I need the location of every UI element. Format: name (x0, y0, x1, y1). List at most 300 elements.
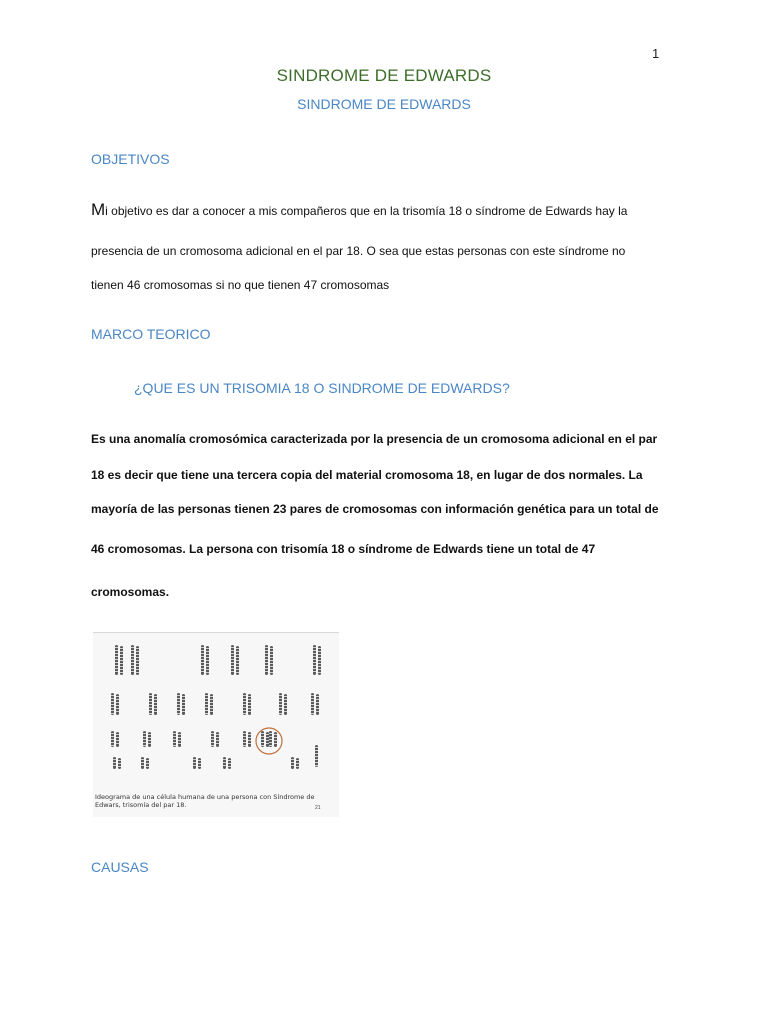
chromosome-band (243, 733, 246, 734)
chromosome-band (236, 654, 239, 655)
chromosome-band (211, 742, 214, 743)
chromosome-band (182, 699, 185, 700)
chromosome-band (131, 659, 134, 660)
chromosome-band (210, 708, 213, 709)
chromosome-band (118, 760, 121, 761)
chromosome-band (291, 765, 294, 766)
chromosome-band (316, 702, 319, 703)
chromosome-band (116, 740, 119, 741)
chromosome-band (231, 665, 234, 666)
chromosome-band (279, 713, 282, 714)
chromosome-band (223, 762, 226, 763)
heading-marco-teorico: MARCO TEORICO (91, 326, 211, 342)
chromosome-band (284, 702, 287, 703)
chromosome-band (265, 650, 268, 651)
chromosome-band (178, 740, 181, 741)
chromosome-band (269, 739, 272, 740)
heading-causas: CAUSAS (91, 859, 149, 875)
chromosome-band (311, 701, 314, 702)
chromosome-band (265, 659, 268, 660)
chromosome-band (274, 740, 277, 741)
chromosome-band (284, 696, 287, 697)
chromosome-band (206, 666, 209, 667)
chromosome-band (149, 707, 152, 708)
chromosome-band (143, 733, 146, 734)
chromosome-band (318, 669, 321, 670)
chromosome-band (243, 704, 246, 705)
chromosome-band (248, 743, 251, 744)
chromosome-band (211, 733, 214, 734)
chromosome-band (318, 666, 321, 667)
chromosome-band (116, 699, 119, 700)
chromosome-band (279, 707, 282, 708)
chromosome-band (270, 669, 273, 670)
chromosome-band (243, 695, 246, 696)
chromosome-band (211, 745, 214, 746)
chromosome-band (248, 734, 251, 735)
chromosome-band (154, 699, 157, 700)
definition-line-3: mayoría de las personas tienen 23 pares de cromosomas con información genética para un total de (91, 502, 659, 516)
chromosome-band (318, 660, 321, 661)
chromosome-band (115, 647, 118, 648)
chromosome-band (111, 745, 114, 746)
chromosome-band (141, 762, 144, 763)
chromosome-band (182, 696, 185, 697)
chromosome-band (136, 660, 139, 661)
chromosome-band (315, 747, 318, 748)
chromosome-band (236, 669, 239, 670)
chromosome-band (141, 759, 144, 760)
chromosome-band (211, 739, 214, 740)
chromosome-band (318, 654, 321, 655)
chromosome-band (136, 648, 139, 649)
chromosome-band (115, 659, 118, 660)
chromosome-band (136, 669, 139, 670)
chromosome-band (149, 698, 152, 699)
document-title: SINDROME DE EDWARDS (276, 66, 492, 85)
chromosome-band (116, 696, 119, 697)
chromosome-band (318, 651, 321, 652)
chromosome-band (261, 739, 264, 740)
chromosome-band (120, 666, 123, 667)
chromosome-band (116, 708, 119, 709)
chromosome-band (316, 696, 319, 697)
chromosome-band (111, 698, 114, 699)
chromosome-band (231, 659, 234, 660)
objetivos-line-2: presencia de un cromosoma adicional en el par 18. O sea que estas personas con este síndrome no (91, 244, 626, 258)
chromosome-band (216, 740, 219, 741)
chromosome-band (149, 695, 152, 696)
chromosome-band (270, 654, 273, 655)
chromosome-band (136, 654, 139, 655)
chromosome-band (216, 737, 219, 738)
chromosome-band (149, 701, 152, 702)
chromosome-band (243, 701, 246, 702)
chromosome-band (315, 756, 318, 757)
chromosome-band (201, 656, 204, 657)
chromosome-band (143, 745, 146, 746)
chromosome-band (111, 710, 114, 711)
chromosome-band (311, 710, 314, 711)
chromosome-band (248, 711, 251, 712)
chromosome-band (270, 657, 273, 658)
chromosome-band (223, 759, 226, 760)
chromosome-band (231, 647, 234, 648)
chromosome-band (193, 762, 196, 763)
chromosome-band (316, 708, 319, 709)
chromosome-band (206, 660, 209, 661)
chromosome-band (315, 759, 318, 760)
chromosome-band (231, 656, 234, 657)
chromosome-band (206, 663, 209, 664)
heading-objetivos: OBJETIVOS (91, 151, 170, 167)
chromosome-band (177, 704, 180, 705)
chromosome-band (111, 739, 114, 740)
chromosome-band (131, 656, 134, 657)
chromosome-band (205, 695, 208, 696)
chromosome-band (266, 737, 269, 738)
chromosome-band (243, 742, 246, 743)
chromosome-band (111, 695, 114, 696)
chromosome-band (274, 734, 277, 735)
chromosome-band (111, 733, 114, 734)
chromosome-band (149, 713, 152, 714)
chromosome-band (279, 701, 282, 702)
chromosome-band (313, 647, 316, 648)
chromosome-band (236, 651, 239, 652)
chromosome-band (313, 659, 316, 660)
chromosome-band (182, 705, 185, 706)
chromosome-band (291, 762, 294, 763)
chromosome-band (228, 766, 231, 767)
chromosome-band (210, 711, 213, 712)
chromosome-band (296, 760, 299, 761)
chromosome-band (154, 702, 157, 703)
chromosome-band (146, 760, 149, 761)
chromosome-band (243, 739, 246, 740)
chromosome-band (269, 736, 272, 737)
chromosome-band (279, 710, 282, 711)
chromosome-band (231, 662, 234, 663)
chromosome-band (284, 708, 287, 709)
chromosome-band (270, 672, 273, 673)
objetivos-line-1 (91, 200, 627, 220)
chromosome-band (261, 742, 264, 743)
chromosome-band (115, 662, 118, 663)
chromosome-band (318, 648, 321, 649)
chromosome-band (313, 665, 316, 666)
chromosome-band (231, 671, 234, 672)
chromosome-band (120, 654, 123, 655)
chromosome-band (269, 742, 272, 743)
chromosome-band (201, 650, 204, 651)
chromosome-band (243, 736, 246, 737)
chromosome-band (193, 765, 196, 766)
chromosome-band (154, 711, 157, 712)
chromosome-band (177, 713, 180, 714)
definition-line-1: Es una anomalía cromosómica caracterizada por la presencia de un cromosoma adicional en el par (91, 432, 658, 446)
chromosome-band (243, 745, 246, 746)
chromosome-band (131, 653, 134, 654)
figure-code: 21 (315, 805, 321, 811)
chromosome-band (279, 695, 282, 696)
chromosome-band (201, 665, 204, 666)
chromosome-band (115, 653, 118, 654)
chromosome-band (311, 704, 314, 705)
chromosome-band (223, 765, 226, 766)
chromosome-band (266, 743, 269, 744)
chromosome-band (313, 653, 316, 654)
chromosome-band (311, 707, 314, 708)
chromosome-band (266, 734, 269, 735)
chromosome-band (206, 654, 209, 655)
chromosome-band (201, 659, 204, 660)
chromosome-band (236, 648, 239, 649)
chromosome-band (270, 651, 273, 652)
chromosome-band (261, 736, 264, 737)
chromosome-band (248, 702, 251, 703)
chromosome-band (248, 708, 251, 709)
chromosome-band (279, 698, 282, 699)
chromosome-band (116, 702, 119, 703)
chromosome-band (113, 765, 116, 766)
chromosome-band (236, 663, 239, 664)
definition-line-4: 46 cromosomas. La persona con trisomía 18 o síndrome de Edwards tiene un total de 47 (91, 542, 596, 556)
chromosome-band (318, 672, 321, 673)
chromosome-band (313, 662, 316, 663)
chromosome-band (111, 704, 114, 705)
chromosome-band (216, 734, 219, 735)
chromosome-band (316, 699, 319, 700)
chromosome-band (177, 701, 180, 702)
chromosome-band (154, 708, 157, 709)
chromosome-band (111, 742, 114, 743)
chromosome-band (266, 740, 269, 741)
chromosome-band (313, 671, 316, 672)
chromosome-band (115, 650, 118, 651)
chromosome-band (201, 647, 204, 648)
chromosome-band (177, 707, 180, 708)
chromosome-band (198, 763, 201, 764)
chromosome-band (136, 657, 139, 658)
chromosome-band (146, 763, 149, 764)
chromosome-band (143, 739, 146, 740)
chromosome-band (201, 662, 204, 663)
chromosome-band (284, 699, 287, 700)
chromosome-band (201, 671, 204, 672)
chromosome-band (248, 737, 251, 738)
chromosome-band (149, 710, 152, 711)
chromosome-band (154, 696, 157, 697)
figure-caption: Ideograma de una célula humana de una persona con Síndrome de Edwars, trisomía del par 18. (95, 793, 315, 809)
chromosome-band (113, 762, 116, 763)
chromosome-band (261, 745, 264, 746)
chromosome-band (265, 647, 268, 648)
chromosome-band (111, 701, 114, 702)
chromosome-band (146, 766, 149, 767)
chromosome-band (206, 669, 209, 670)
chromosome-band (270, 660, 273, 661)
chromosome-band (206, 672, 209, 673)
chromosome-band (248, 699, 251, 700)
chromosome-band (265, 653, 268, 654)
chromosome-band (111, 707, 114, 708)
chromosome-band (318, 663, 321, 664)
chromosome-band (210, 705, 213, 706)
chromosome-band (243, 713, 246, 714)
chromosome-band (316, 711, 319, 712)
chromosome-band (296, 763, 299, 764)
chromosome-band (265, 656, 268, 657)
chromosome-band (248, 696, 251, 697)
chromosome-band (311, 713, 314, 714)
chromosome-band (315, 765, 318, 766)
chromosome-band (136, 663, 139, 664)
chromosome-band (113, 759, 116, 760)
chromosome-band (274, 743, 277, 744)
chromosome-band (177, 695, 180, 696)
chromosome-band (193, 759, 196, 760)
chromosome-band (236, 672, 239, 673)
karyotype-image (93, 633, 339, 793)
chromosome-band (236, 657, 239, 658)
chromosome-band (148, 740, 151, 741)
chromosome-band (205, 701, 208, 702)
chromosome-band (265, 665, 268, 666)
chromosome-band (205, 713, 208, 714)
chromosome-band (231, 668, 234, 669)
chromosome-band (143, 742, 146, 743)
chromosome-band (173, 733, 176, 734)
chromosome-band (131, 662, 134, 663)
chromosome-band (243, 710, 246, 711)
chromosome-band (206, 651, 209, 652)
chromosome-band (173, 739, 176, 740)
chromosome-band (120, 672, 123, 673)
chromosome-band (313, 668, 316, 669)
chromosome-band (269, 745, 272, 746)
chromosome-band (228, 760, 231, 761)
chromosome-band (279, 704, 282, 705)
chromosome-band (182, 711, 185, 712)
chromosome-band (148, 743, 151, 744)
chromosome-band (216, 743, 219, 744)
chromosome-band (136, 672, 139, 673)
chromosome-band (182, 702, 185, 703)
chromosome-band (318, 657, 321, 658)
chromosome-band (205, 698, 208, 699)
chromosome-band (177, 698, 180, 699)
chromosome-band (210, 699, 213, 700)
chromosome-band (120, 660, 123, 661)
document-subtitle: SINDROME DE EDWARDS (297, 96, 471, 112)
chromosome-band (270, 648, 273, 649)
chromosome-band (228, 763, 231, 764)
chromosome-band (115, 665, 118, 666)
chromosome-band (206, 648, 209, 649)
chromosome-band (269, 733, 272, 734)
chromosome-band (149, 704, 152, 705)
chromosome-band (136, 666, 139, 667)
chromosome-band (248, 740, 251, 741)
chromosome-band (131, 671, 134, 672)
chromosome-band (173, 745, 176, 746)
chromosome-band (115, 668, 118, 669)
chromosome-band (198, 766, 201, 767)
chromosome-band (120, 657, 123, 658)
chromosome-band (265, 662, 268, 663)
definition-line-2: 18 es decir que tiene una tercera copia del material cromosoma 18, en lugar de dos normales. La (91, 468, 643, 482)
chromosome-band (231, 653, 234, 654)
chromosome-band (206, 657, 209, 658)
chromosome-band (311, 695, 314, 696)
chromosome-band (178, 737, 181, 738)
chromosome-band (116, 737, 119, 738)
chromosome-band (116, 743, 119, 744)
chromosome-band (177, 710, 180, 711)
chromosome-band (265, 668, 268, 669)
chromosome-band (315, 753, 318, 754)
objetivos-line-1-text: i objetivo es dar a conocer a mis compañeros que en la trisomía 18 o síndrome de Edwards hay la (105, 204, 628, 218)
chromosome-band (120, 648, 123, 649)
chromosome-band (120, 663, 123, 664)
chromosome-band (211, 736, 214, 737)
chromosome-band (205, 707, 208, 708)
chromosome-band (231, 650, 234, 651)
chromosome-band (143, 736, 146, 737)
chromosome-band (248, 705, 251, 706)
chromosome-band (284, 711, 287, 712)
chromosome-band (131, 665, 134, 666)
chromosome-band (210, 702, 213, 703)
chromosome-band (178, 734, 181, 735)
chromosome-band (131, 647, 134, 648)
chromosome-band (274, 737, 277, 738)
chromosome-band (120, 669, 123, 670)
chromosome-band (236, 666, 239, 667)
chromosome-band (313, 650, 316, 651)
chromosome-band (178, 743, 181, 744)
chromosome-band (116, 705, 119, 706)
chromosome-band (270, 666, 273, 667)
karyotype-figure (93, 632, 339, 817)
chromosome-band (243, 698, 246, 699)
chromosome-band (131, 668, 134, 669)
chromosome-band (148, 734, 151, 735)
chromosome-band (111, 713, 114, 714)
chromosome-band (115, 656, 118, 657)
chromosome-band (236, 660, 239, 661)
chromosome-band (243, 707, 246, 708)
chromosome-band (141, 765, 144, 766)
definition-line-5: cromosomas. (91, 585, 170, 599)
chromosome-band (148, 737, 151, 738)
chromosome-band (173, 742, 176, 743)
chromosome-band (313, 656, 316, 657)
chromosome-band (131, 650, 134, 651)
chromosome-band (315, 762, 318, 763)
chromosome-band (120, 651, 123, 652)
chromosome-band (265, 671, 268, 672)
chromosome-band (116, 734, 119, 735)
chromosome-band (291, 759, 294, 760)
drop-cap: M (91, 200, 106, 219)
chromosome-band (311, 698, 314, 699)
chromosome-band (315, 750, 318, 751)
chromosome-band (201, 653, 204, 654)
chromosome-band (111, 736, 114, 737)
objetivos-line-3: tienen 46 cromosomas si no que tienen 47 cromosomas (91, 278, 390, 292)
